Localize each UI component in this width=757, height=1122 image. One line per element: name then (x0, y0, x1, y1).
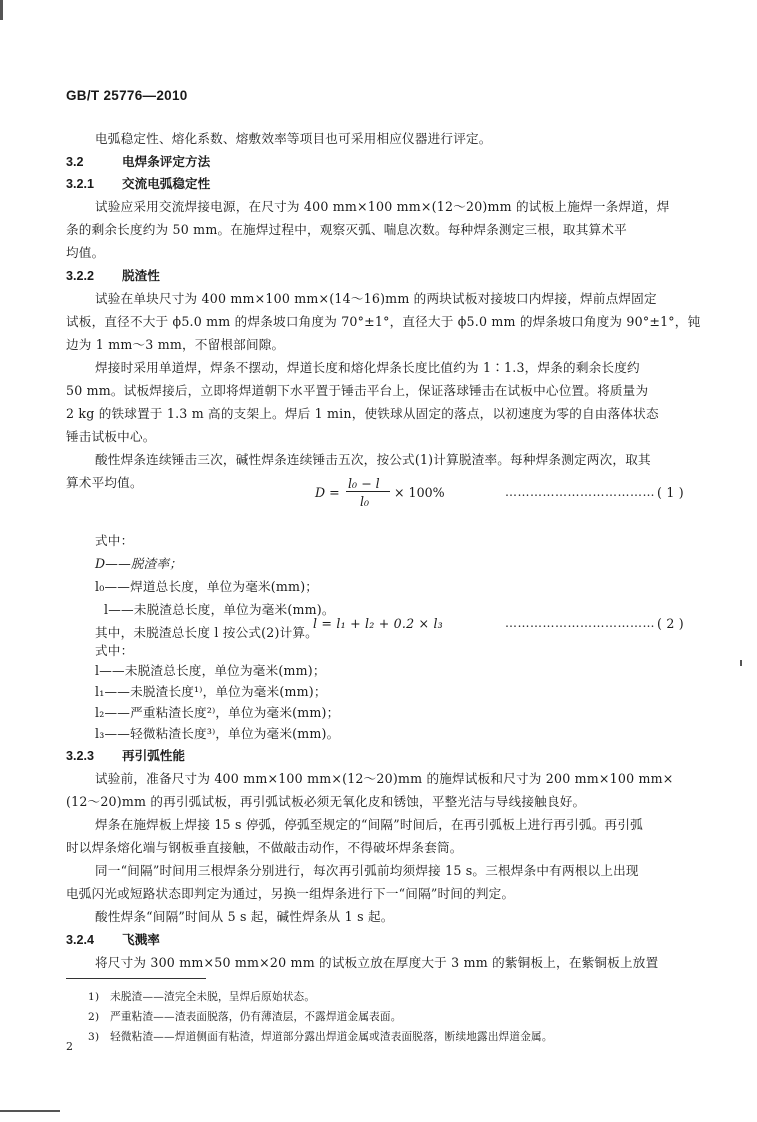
formula-expression: l = l₁ + l₂ + 0.2 × l₃ (313, 616, 443, 631)
text-line: 时以焊条熔化端与钢板垂直接触，不做敲击动作，不得破坏焊条套筒。 (66, 840, 463, 855)
formula-denominator: l₀ (360, 494, 370, 509)
footnote-rule (66, 978, 206, 979)
text-line: 其中，未脱渣总长度 l 按公式(2)计算。 (95, 625, 318, 640)
standard-code: GB/T 25776—2010 (66, 88, 188, 103)
text-line: 试验前，准备尺寸为 400 mm×100 mm×(12～20)mm 的施焊试板和尺寸为 200 mm×100 mm× (95, 771, 674, 786)
text-line: 电弧闪光或短路状态即判定为通过，另换一组焊条进行下一“间隔”时间的判定。 (66, 886, 515, 901)
text-line: 边为 1 mm～3 mm，不留根部间隙。 (66, 337, 285, 352)
section-title: 飞溅率 (122, 933, 160, 947)
text-line: 试验应采用交流焊接电源，在尺寸为 400 mm×100 mm×(12～20)mm 的试板上施焊一条焊道，焊 (95, 199, 670, 214)
definition-item: D——脱渣率； (95, 556, 183, 571)
definition-item: l₃——轻微粘渣长度³⁾，单位为毫米(mm)。 (95, 726, 340, 741)
footnote-2: 2) 严重粘渣——渣表面脱落，仍有薄渣层，不露焊道金属表面。 (88, 1011, 402, 1023)
section-heading-3-2-3 (66, 745, 185, 764)
section-title: 电焊条评定方法 (122, 155, 211, 169)
text-line: 电弧稳定性、熔化系数、熔敷效率等项目也可采用相应仪器进行评定。 (95, 131, 492, 146)
section-heading-3-2-4 (66, 929, 160, 948)
text-line: 焊条在施焊板上焊接 15 s 停弧，停弧至规定的“间隔”时间后，在再引弧板上进行再引弧。再引弧 (95, 817, 643, 832)
definition-item: l₂——严重粘渣长度²⁾，单位为毫米(mm)； (95, 705, 340, 720)
text-line: 均值。 (66, 245, 105, 260)
footnote-1: 1) 未脱渣——渣完全未脱，呈焊后原始状态。 (88, 991, 316, 1003)
section-number: 3.2.4 (66, 933, 95, 947)
leader-dots: ……………………………… (505, 485, 655, 499)
section-number: 3.2.1 (66, 177, 95, 191)
definition-item: l——未脱渣总长度，单位为毫米(mm)。 (104, 602, 335, 617)
text-line: (12～20)mm 的再引弧试板，再引弧试板必须无氧化皮和锈蚀，平整光洁与导线接触良好。 (66, 794, 586, 809)
scan-edge-mark (740, 660, 742, 666)
formula-number: ( 1 ) (657, 485, 684, 500)
text-line: 锤击试板中心。 (66, 429, 156, 444)
text-line: 试验在单块尺寸为 400 mm×100 mm×(14～16)mm 的两块试板对接坡口内焊接，焊前点焊固定 (95, 291, 657, 306)
text-line: 同一“间隔”时间用三根焊条分别进行，每次再引弧前均须焊接 15 s。三根焊条中有两根以上出现 (95, 863, 639, 878)
text-line: 将尺寸为 300 mm×50 mm×20 mm 的试板立放在厚度大于 3 mm 的紫铜板上，在紫铜板上放置 (95, 955, 659, 970)
page-number: 2 (66, 1040, 73, 1053)
section-heading-3-2-2 (66, 265, 160, 284)
section-number: 3.2.3 (66, 749, 95, 763)
text-line: 条的剩余长度约为 50 mm。在施焊过程中，观察灭弧、喘息次数。每种焊条测定三根，取其算术平 (66, 222, 627, 237)
footnote-3: 3) 轻微粘渣——焊道侧面有粘渣，焊道部分露出焊道金属或渣表面脱落，断续地露出焊道金属。 (88, 1031, 553, 1043)
section-number: 3.2 (66, 155, 84, 169)
section-number: 3.2.2 (66, 269, 95, 283)
text-line: 50 mm。试板焊接后，立即将焊道朝下水平置于锤击平台上，保证落球锤击在试板中心位置。将质量为 (66, 383, 649, 398)
definition-item: l——未脱渣总长度，单位为毫米(mm)； (95, 663, 326, 678)
formula-number: ( 2 ) (657, 616, 684, 631)
formula-lhs: D = (315, 485, 340, 500)
section-title: 再引弧性能 (122, 749, 185, 763)
fraction-bar (346, 491, 390, 492)
section-title: 交流电弧稳定性 (122, 177, 211, 191)
formula-numerator: l₀ − l (348, 476, 380, 491)
section-title: 脱渣性 (122, 269, 160, 283)
scan-edge-mark (0, 0, 3, 20)
text-line: 试板，直径不大于 ϕ5.0 mm 的焊条坡口角度为 70°±1°，直径大于 ϕ5.0 mm 的焊条坡口角度为 90°±1°，钝 (66, 314, 701, 329)
text-line: 式中： (95, 533, 134, 548)
text-line: 酸性焊条连续锤击三次，碱性焊条连续锤击五次，按公式(1)计算脱渣率。每种焊条测定两次，取其 (95, 452, 651, 467)
text-line: 式中： (95, 643, 134, 658)
text-line: 2 kg 的铁球置于 1.3 m 高的支架上。焊后 1 min，使铁球从固定的落点，以初速度为零的自由落体状态 (66, 406, 659, 421)
text-line: 算术平均值。 (66, 475, 143, 490)
text-line: 酸性焊条“间隔”时间从 5 s 起，碱性焊条从 1 s 起。 (95, 909, 394, 924)
definition-item: l₀——焊道总长度，单位为毫米(mm)； (95, 579, 319, 594)
leader-dots: ……………………………… (505, 616, 655, 630)
section-heading-3-2-1 (66, 173, 210, 192)
scan-edge-mark (0, 1110, 60, 1112)
section-heading-3-2 (66, 151, 210, 170)
definition-item: l₁——未脱渣长度¹⁾，单位为毫米(mm)； (95, 684, 327, 699)
text-line: 焊接时采用单道焊，焊条不摆动，焊道长度和熔化焊条长度比值约为 1∶1.3，焊条的剩余长度约 (95, 360, 640, 375)
formula-rhs: × 100% (394, 485, 445, 500)
